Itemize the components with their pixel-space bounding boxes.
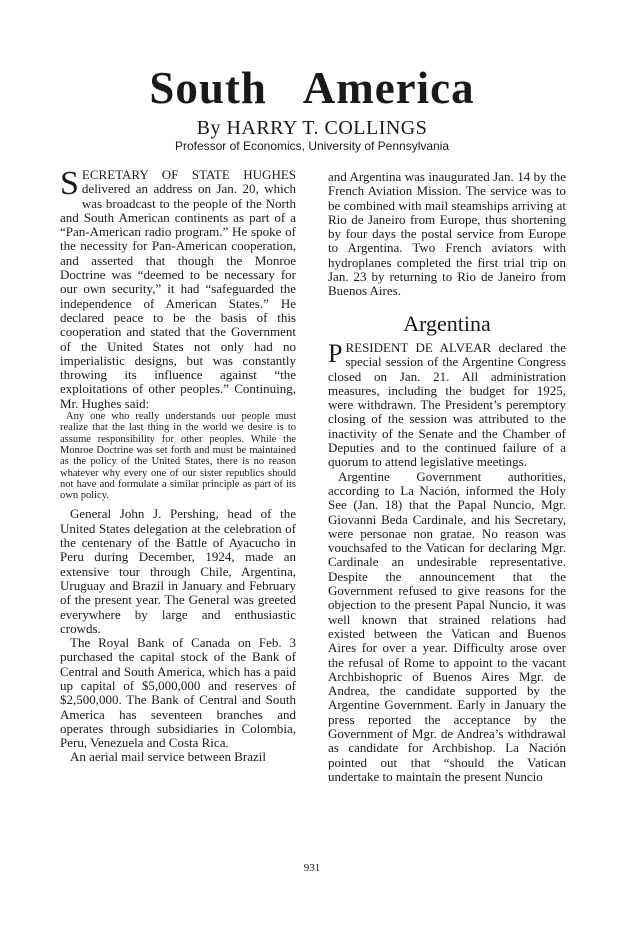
article-byline: By HARRY T. COLLINGS [196,117,428,139]
drop-cap: S [60,165,79,202]
paragraph-royal-bank: The Royal Bank of Canada on Feb. 3 purchased the capital stock of the Bank of Central and South America, which has a paid up capital of $5,000,000 and reserves of $2,500,000. The Bank of Central and South America has seventeen branches and operates through subsidiaries in Colombia, Peru, Venezuela and Costa Rica. [60,635,296,751]
paragraph-aerial-mail-cont: and Argentina was inaugurated Jan. 14 by the French Aviation Mission. The service was to be combined with mail steamships arriving at Rio de Janeiro from Europe, thus shortening by four days the postal service from Europe to Argentina. Two French aviators with hydroplanes completed the first trial trip on Jan. 23 by returning to Rio de Janeiro from Buenos Aires. [328,169,566,299]
paragraph-alvear [328,338,567,470]
left-column [60,165,296,765]
lead-smallcaps: ECRETARY OF STATE HUGHES [81,167,296,182]
drop-cap: P [328,338,343,368]
paragraph-text: declared the special session of the Argentine Congress closed on Jan. 21. All administration measures, including the budget for 1925, were withdrawn. The President’s peremptory closing of the session was attributed to the inactivity of the Senate and the Chamber of Deputies and to the continued failure of a quorum to attend legislative meetings. [328,339,567,470]
paragraph-aerial-mail: An aerial mail service between Brazil [70,749,266,765]
paragraph-hughes [60,165,296,411]
paragraph-pershing: General John J. Pershing, head of the United States delegation at the celebration of the centenary of the Battle of Ayacucho in Peru during December, 1924, made an extensive tour through Chile, Argentina, Uruguay and Brazil in January and February of the present year. The General was greeted everywhere by large and enthusiastic crowds. [60,506,296,636]
article-title: South America [149,63,475,113]
lead-smallcaps: RESIDENT DE ALVEAR [345,339,492,355]
block-quote: Any one who really understands our people must realize that the last thing in the world we desire is to assume responsibility for other peoples. While the Monroe Doctrine was set forth and must be maintained as the policy of the United States, there is no reason whatever why every one of our sister republics should not have and formulate a similar principle as part of its own policy. [60,411,296,502]
author-affiliation: Professor of Economics, University of Pennsylvania [174,139,450,153]
paragraph-nuncio: Argentine Government authorities, according to La Nación, informed the Holy See (Jan. 18) that the Papal Nuncio, Mgr. Giovanni Beda Cardinale, and his Secretary, were personae non gratae. No reason was vouchsafed to the Vatican for declaring Mgr. Cardinale an undesirable representative. Despite the announcement that the Government refused to give reasons for the objection to the present Papal Nuncio, it was well known that strained relations had existed between the Vatican and Buenos Aires for over a year. Difficulty arose over the refusal of Rome to appoint to the vacant Archbishopric of Buenos Aires Mgr. de Andrea, the candidate supported by the Argentine Government. Early in January the press reported the acceptance by the Government of Mgr. de Andrea’s withdrawal as candidate for Archbishop. La Nación pointed out that “should the Vatican undertake to maintain the present Nuncio [328,468,566,784]
section-heading-argentina: Argentina [403,310,491,336]
paragraph-text: delivered an address on Jan. 20, which was broadcast to the people of the North and South American continents as part of a “Pan-American radio program.” He spoke of the necessity for Pan-American cooperation, and asserted that though the Monroe Doctrine was “deemed to be necessary for our own security,” it had “safeguarded the independence of American States.” He declared peace to be the basis of this cooperation and stated that the Government of the United States not only had no imperialistic designs, but was constantly throwing its influence against “the exploitations of other peoples.” Continuing, Mr. Hughes said: [60,181,296,411]
right-column [328,170,566,784]
page-number: 931 [303,862,321,874]
